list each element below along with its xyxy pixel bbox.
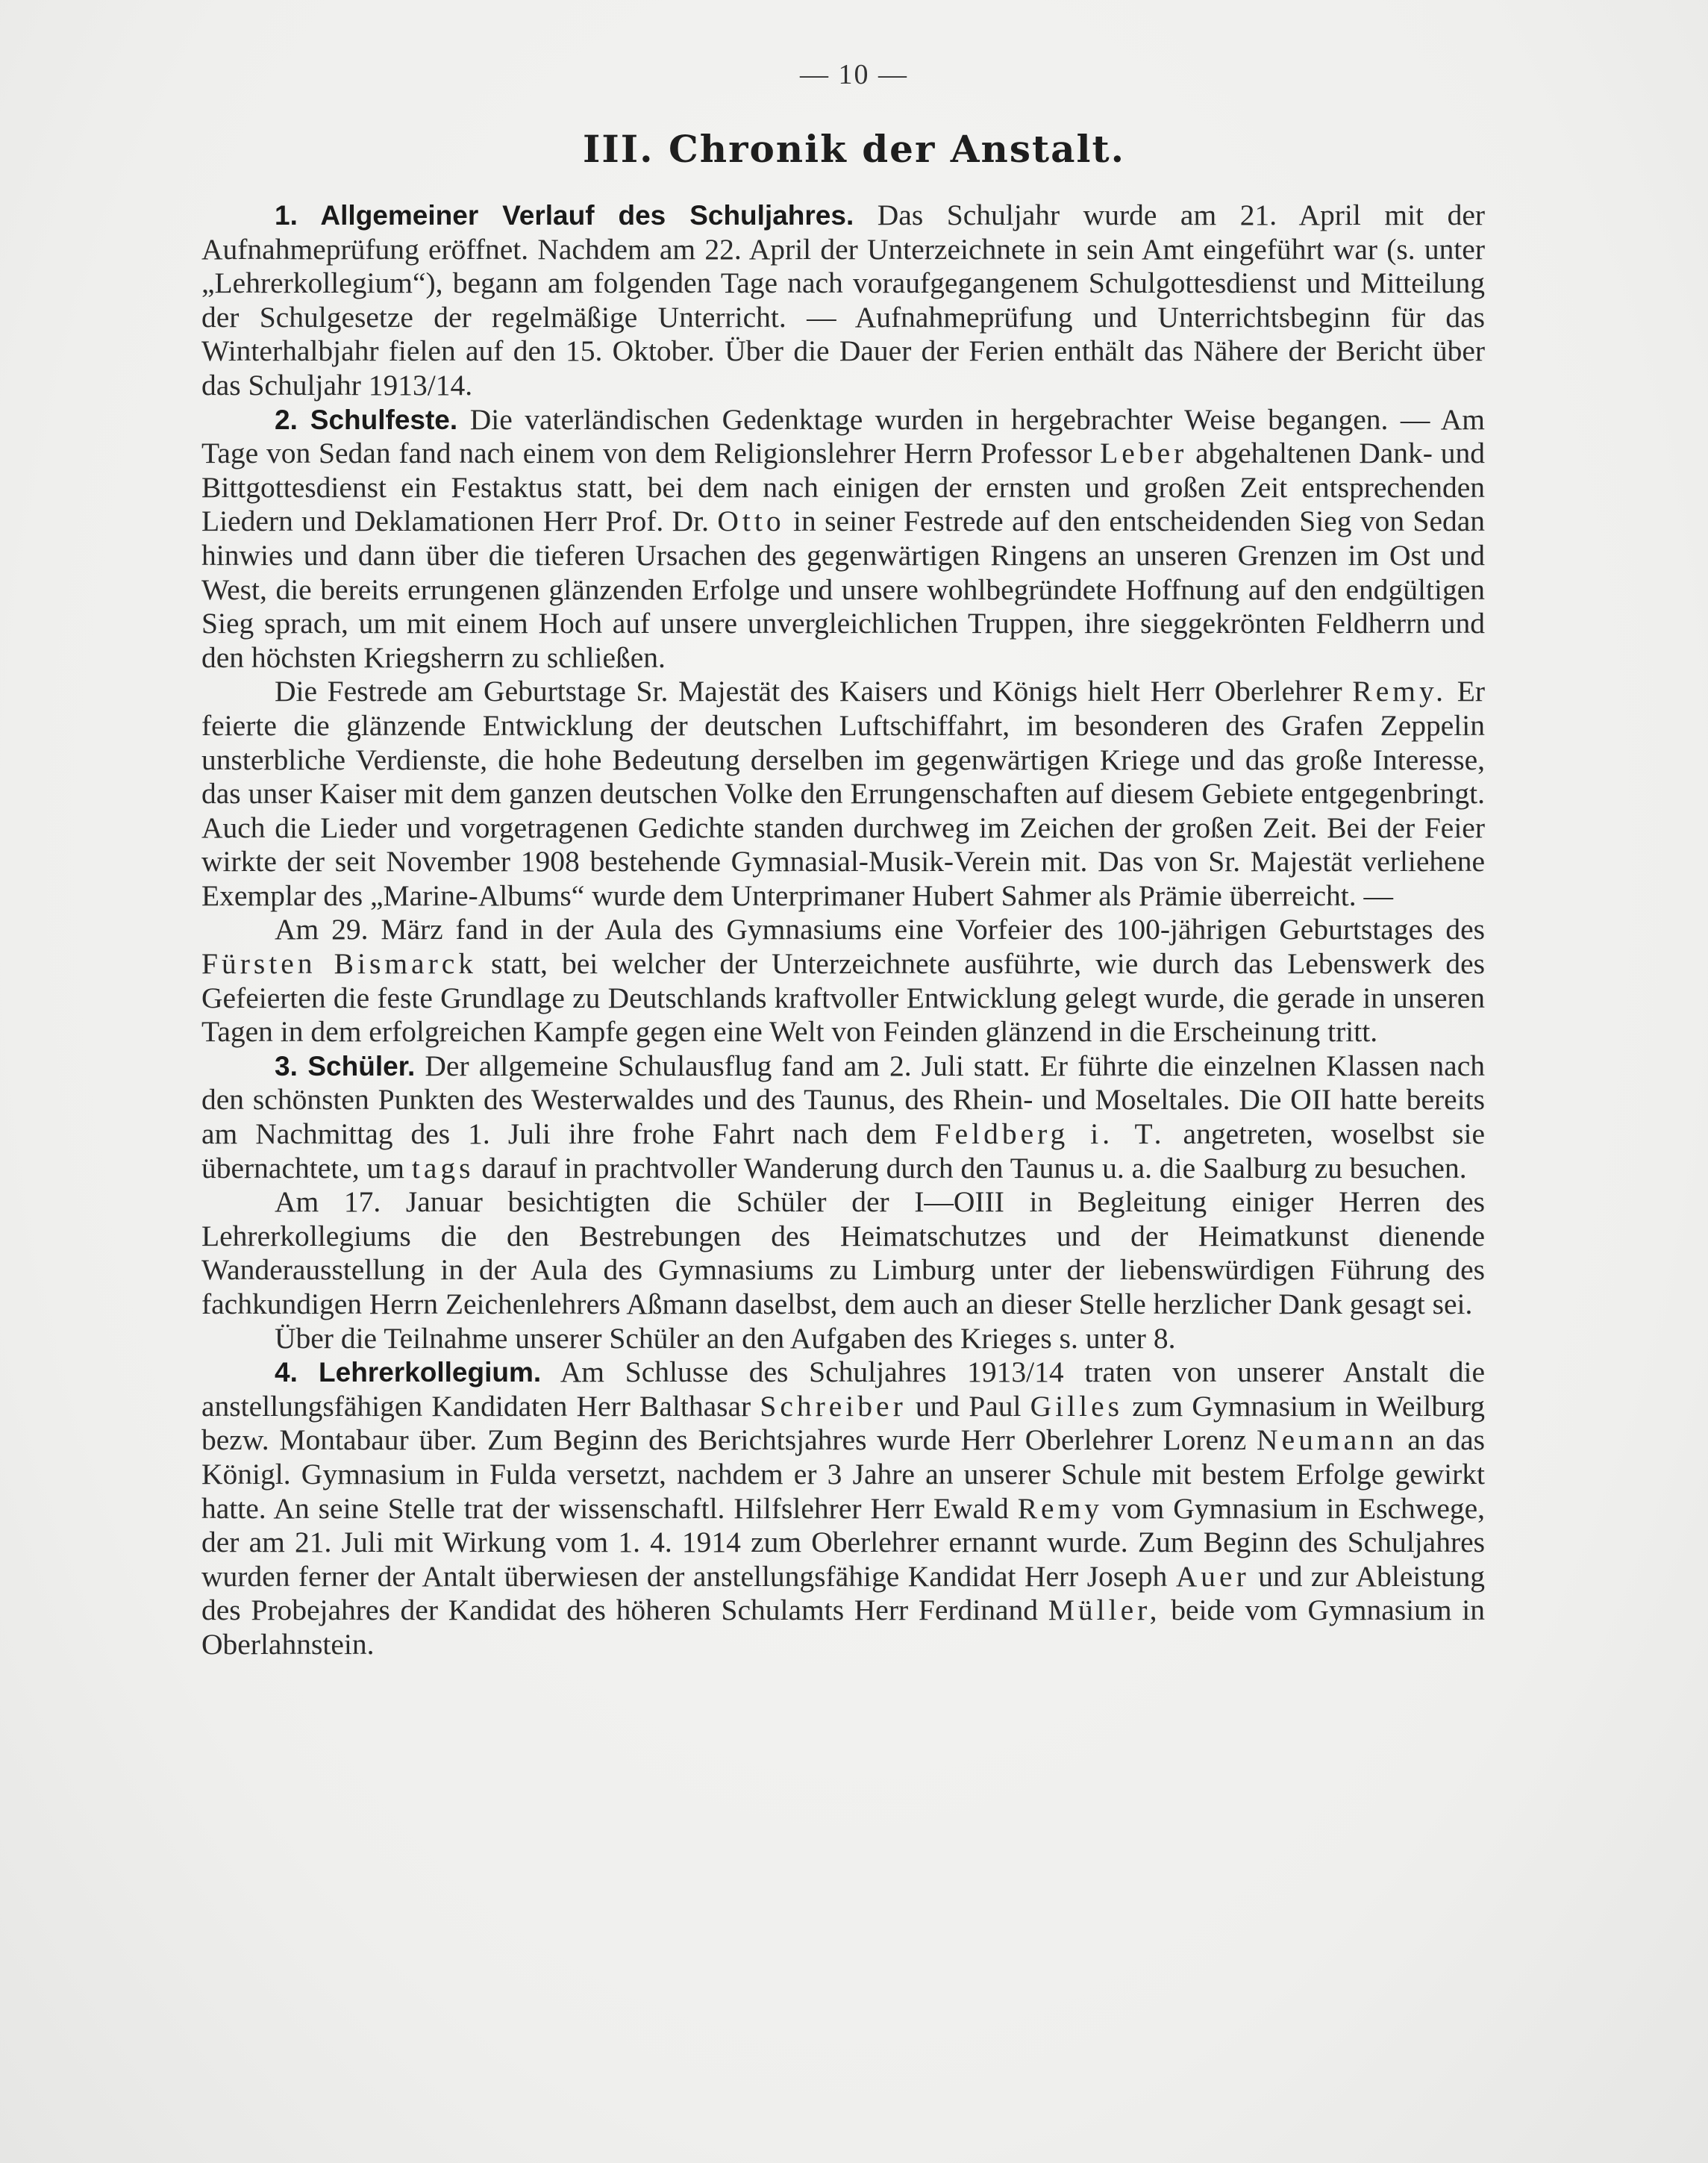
page-number: — 10 —: [800, 59, 908, 90]
section-3-text-a: Der allgemeine Schulausflug fand am 2. Juli statt. Er führte die einzelnen Klassen nach den schönsten Punkten des Westerwaldes und des Taunus, des Rhein- und Moseltales. Die OII hatte bereits am Nachmittag des 1. Juli ihre frohe Fahrt nach dem: [201, 1049, 1485, 1151]
person-name-auer: Auer: [1175, 1559, 1250, 1593]
person-name-mueller: Müller,: [1048, 1594, 1161, 1627]
chapter-title: III. Chronik der Anstalt.: [582, 127, 1126, 171]
section-4-text-a: Am Schlusse des Schuljahres 1913/14 traten von unserer Anstalt die anstellungsfähigen Kandidaten Herr Balthasar: [201, 1355, 1485, 1423]
person-name-bismarck: Fürsten Bismarck: [201, 947, 478, 981]
section-3-heading: 3. Schüler.: [275, 1050, 416, 1082]
section-4-text-g: beide vom Gymnasium in Oberlahnstein.: [201, 1594, 1486, 1661]
section-2-heading: 2. Schulfeste.: [275, 404, 458, 435]
section-4-text-d: an das Königl. Gymnasium in Fulda versetzt, nachdem er 3 Jahre an unserer Schule mit bestem Erfolge gewirkt hatte. An seine Stelle trat der wissenschaftl. Hilfslehrer Herr Ewald: [201, 1423, 1485, 1525]
person-name-remy: Remy.: [1352, 675, 1448, 708]
person-name-schreiber: Schreiber: [760, 1389, 907, 1423]
section-2-text-a: Die vaterländischen Gedenktage wurden in hergebrachter Weise begangen. — Am Tage von Sedan fand nach einem von dem Religionslehrer Herrn Professor: [201, 402, 1485, 470]
section-4-paragraph: [201, 1355, 1485, 1661]
section-2-p3-text-a: Am 29. März fand in der Aula des Gymnasiums eine Vorfeier des 100-jährigen Geburtstages des: [275, 913, 1485, 946]
section-2-paragraph-1: [201, 403, 1485, 675]
section-4-text-c: zum Gymnasium in Weilburg bezw. Montabaur über. Zum Beginn des Berichtsjahres wurde Herr Oberlehrer Lorenz: [201, 1389, 1486, 1457]
section-1-text: Das Schuljahr wurde am 21. April mit der Aufnahmeprüfung eröffnet. Nachdem am 22. April der Unterzeichnete in sein Amt eingeführt war (s. unter „Lehrerkollegium“), begann am folgenden Tage nach voraufgegangenem Schulgottesdienst und Mitteilung der Schulgesetze der regelmäßige Unterricht. — Aufnahmeprüfung und Unterrichtsbeginn für das Winterhalbjahr fielen auf den 15. Oktober. Über die Dauer der Ferien enthält das Nähere der Bericht über das Schuljahr 1913/14.: [201, 199, 1486, 402]
section-4-heading: 4. Lehrerkollegium.: [275, 1357, 542, 1388]
section-2-text-b: abgehaltenen Dank- und Bittgottesdienst ein Festaktus statt, bei dem nach einigen der ernsten und großen Zeit entsprechenden Liedern und Deklamationen Herr Prof. Dr.: [201, 437, 1486, 538]
word-tags: tags: [411, 1151, 475, 1184]
section-3-paragraph-2: [201, 1185, 1485, 1321]
person-name-neumann: Neumann: [1257, 1423, 1398, 1457]
section-1-paragraph: [201, 199, 1485, 403]
section-3-p2-text: Am 17. Januar besichtigten die Schüler der I—OIII in Begleitung einiger Herren des Lehrerkollegiums die den Bestrebungen des Heimatschutzes und der Heimatkunst dienende Wanderausstellung in der Aula des Gymnasiums zu Limburg unter der liebenswürdigen Führung des fachkundigen Herrn Zeichenlehrers Aßmann daselbst, dem auch an dieser Stelle herzlicher Dank gesagt sei.: [201, 1185, 1485, 1320]
section-4-text-f: und zur Ableistung des Probejahres der Kandidat des höheren Schulamts Herr Ferdinand: [201, 1559, 1486, 1627]
section-2-paragraph-3: [201, 913, 1485, 1049]
section-3-text-c: darauf in prachtvoller Wanderung durch den Taunus u. a. die Saalburg zu besuchen.: [481, 1151, 1467, 1184]
person-name-remy-2: Remy: [1017, 1491, 1104, 1525]
section-3-p3-text: Über die Teilnahme unserer Schüler an den Aufgaben des Krieges s. unter 8.: [275, 1321, 1176, 1355]
section-2-p2-text-a: Die Festrede am Geburtstage Sr. Majestät des Kaisers und Königs hielt Herr Oberlehrer: [275, 675, 1342, 708]
person-name-otto: Otto: [717, 505, 785, 538]
person-name-leber: Leber: [1100, 437, 1188, 470]
section-4-text-b: und Paul: [915, 1389, 1022, 1423]
section-2-p3-text-b: statt, bei welcher der Unterzeichnete ausführte, wie durch das Lebenswerk des Gefeierten die feste Grundlage zu Deutschlands kraftvoller Entwicklung gelegt wurde, die gerade in unseren Tagen in dem erfolgreichen Kampfe gegen eine Welt von Feinden glänzend in die Erscheinung tritt.: [201, 947, 1486, 1049]
section-2-paragraph-2: [201, 675, 1485, 913]
place-name-feldberg: Feldberg i. T.: [934, 1117, 1166, 1151]
section-2-text-c: in seiner Festrede auf den entscheidenden Sieg von Sedan hinwies und dann über die tieferen Ursachen des gegenwärtigen Ringens an unseren Grenzen im Ost und West, die bereits errungenen glänzenden Erfolge und unsere wohlbegründete Hoffnung auf den endgültigen Sieg sprach, um mit einem Hoch auf unsere unvergleichlichen Truppen, ihre sieggekrönten Feldherrn und den höchsten Kriegsherrn zu schließen.: [201, 505, 1486, 674]
body-text: [201, 199, 1485, 1662]
person-name-gilles: Gilles: [1030, 1389, 1124, 1423]
section-1-heading: 1. Allgemeiner Verlauf des Schuljahres.: [275, 200, 854, 231]
section-3-paragraph-3: [201, 1322, 1485, 1356]
section-3-paragraph-1: [201, 1049, 1485, 1185]
section-3-text-b: angetreten, woselbst sie übernachtete, um: [201, 1117, 1486, 1184]
section-4-text-e: vom Gymnasium in Eschwege, der am 21. Juli mit Wirkung vom 1. 4. 1914 zum Oberlehrer ernannt wurde. Zum Beginn des Schuljahres wurden ferner der Antalt überwiesen der anstellungsfähige Kandidat Herr Joseph: [201, 1491, 1486, 1593]
section-2-p2-text-b: Er feierte die glänzende Entwicklung der deutschen Luftschiffahrt, im besonderen des Grafen Zeppelin unsterbliche Verdienste, die hohe Bedeutung derselben im gegenwärtigen Kriege und das große Interesse, das unser Kaiser mit dem ganzen deutschen Volke den Errungenschaften auf diesem Gebiete entgegenbringt. Auch die Lieder und vorgetragenen Gedichte standen durchweg im Zeichen der großen Zeit. Bei der Feier wirkte der seit November 1908 bestehende Gymnasial-Musik-Verein mit. Das von Sr. Majestät verliehene Exemplar des „Marine-Albums“ wurde dem Unterprimaner Hubert Sahmer als Prämie überreicht. —: [201, 675, 1485, 912]
